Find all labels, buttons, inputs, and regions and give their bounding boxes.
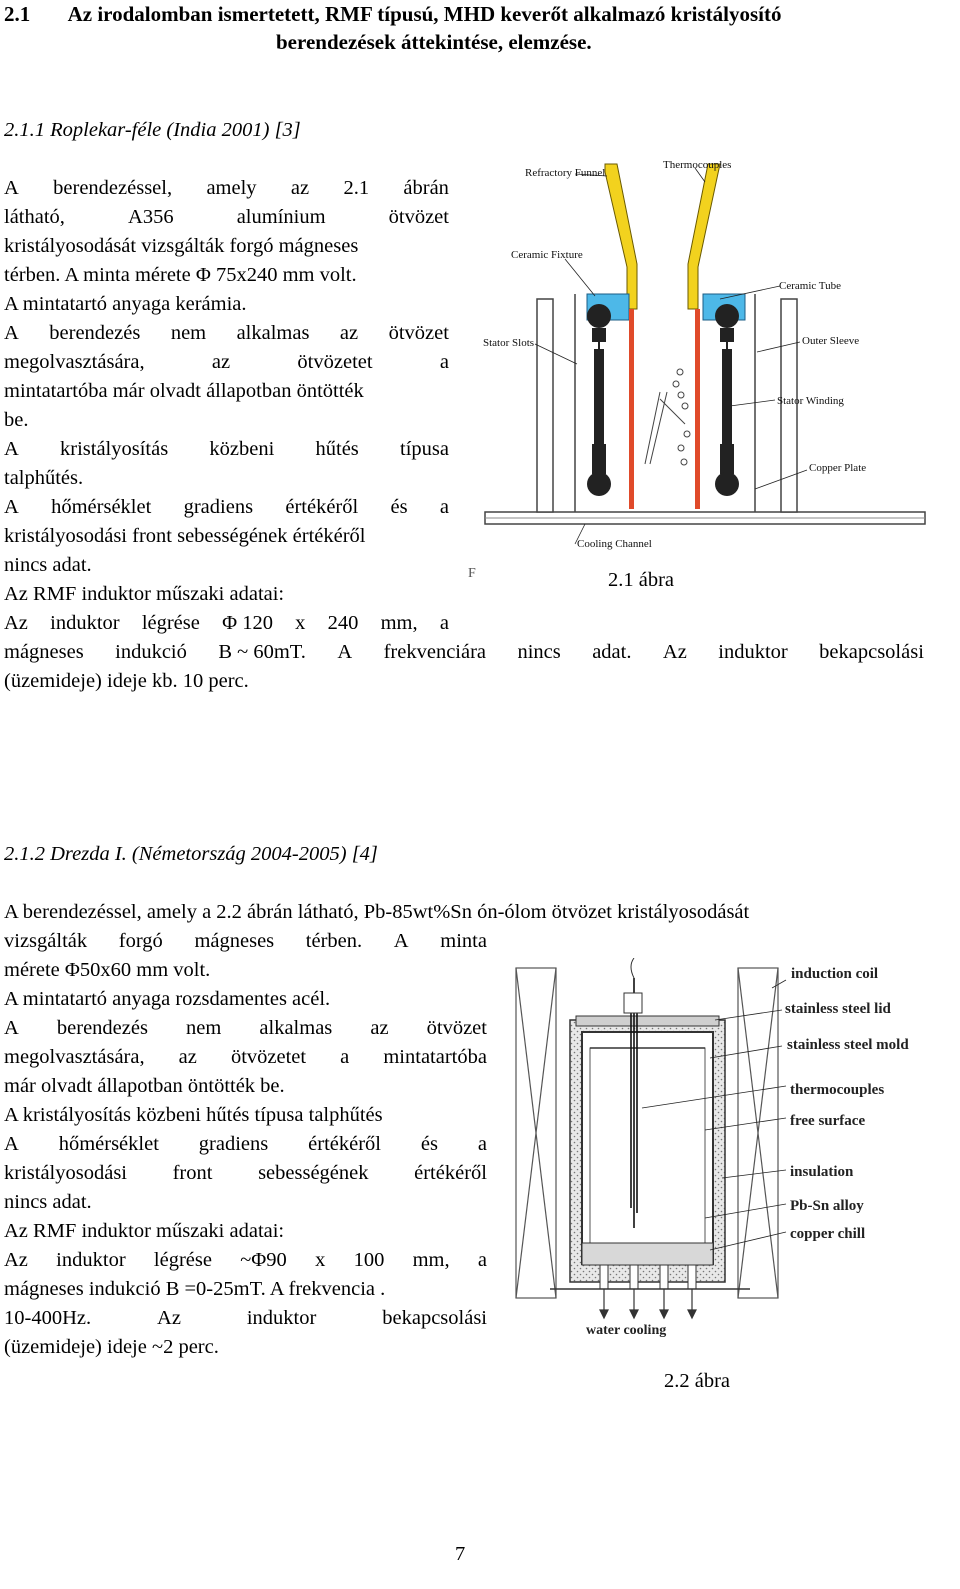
sub1-word: hőmérséklet [51,496,152,518]
sub2-word: már olvadt állapotban öntötték be. [4,1075,285,1097]
sub1-word: A356 [128,206,174,228]
sub2-line [4,1246,487,1275]
sub1-word: induktor [50,612,120,634]
sub2-word: 100 [353,1249,385,1271]
sub1-word: ötvözet [388,322,449,344]
sub2-word: mintatartóba [383,1046,487,1068]
sub1-line [4,551,92,580]
sub2-word: A [393,930,409,952]
sub1-line [4,580,284,609]
sub1-word: A [4,496,19,518]
sub2-word: megolvasztására, [4,1046,145,1068]
sub1-word: Az RMF induktor műszaki adatai: [4,583,285,605]
label-thermocouples-2-2: thermocouples [790,1082,885,1098]
sub2-line [4,1333,219,1362]
label-water-cooling: water cooling [586,1323,667,1338]
label-pb-sn-alloy: Pb-Sn alloy [790,1198,864,1214]
sub1-line [4,174,449,203]
sub1-word: az [339,322,359,344]
sub1-word: 240 [327,612,359,634]
sub2-word: induktor [56,1249,126,1271]
sub1-line [4,522,365,551]
sub2-word: mágneses [194,930,275,952]
sub1-word: talphűtés. [4,467,84,489]
sub1-word: alkalmas [236,322,310,344]
label-stainless-mold: stainless steel mold [787,1037,909,1053]
page-number: 7 [455,1543,466,1565]
label-stainless-lid: stainless steel lid [785,1001,891,1017]
sub1-word: A [4,177,19,199]
label-ceramic-fixture: Ceramic Fixture [511,249,583,261]
sub1-word: x [295,612,306,634]
sub1-full-line-2: (üzemideje) ideje kb. 10 perc. [4,670,249,692]
figure-2-1-caption: 2.1 ábra [608,569,675,591]
sub1-full-word: nincs [517,641,561,663]
sub2-word: mágneses indukció B =0-25mT. A frekvencia . [4,1278,386,1300]
sub1-word: be. [4,409,29,431]
sub2-word: és [420,1133,438,1155]
sub2-word: minta [440,930,487,952]
sub1-word: nem [170,322,207,344]
sub2-word: Az [157,1307,181,1329]
sub1-word: berendezés [49,322,141,344]
sub1-word: és [390,496,408,518]
sub2-word: értékéről [308,1133,381,1155]
sub1-word: mintatartóba már olvadt állapotban öntötték [4,380,364,402]
sub1-word: kristályosodását vizsgálták forgó mágneses [4,235,359,257]
sub1-full-word: Az [662,641,687,663]
sub1-word: a [439,351,449,373]
sub1-full-word: mágneses [4,641,84,663]
sub1-word: A [4,322,19,344]
section-number: 2.1 [4,2,31,26]
sub2-word: nem [186,1017,222,1039]
sub1-word: közbeni [209,438,275,460]
sub2-line [4,985,330,1014]
sub1-word: alumínium [236,206,326,228]
sub1-word: hűtés [315,438,359,460]
sub2-word: Az RMF induktor műszaki adatai: [4,1220,285,1242]
sub1-word: 2.1 [343,177,370,199]
sub1-word: amely [206,177,257,199]
sub1-word: mm, [380,612,418,634]
sub1-word: típusa [400,438,449,460]
sub1-full-word: bekapcsolási [819,641,924,663]
section-title-line1: Az irodalomban ismertetett, RMF típusú, MHD keverőt alkalmazó kristályosító [67,2,782,26]
sub2-word: (üzemideje) ideje ~2 perc. [4,1336,219,1358]
label-thermocouples-2-1: Thermocouples [663,159,732,171]
sub2-word: értékéről [414,1162,487,1184]
sub1-word: A mintatartó anyaga kerámia. [4,293,247,315]
sub2-word: A kristályosítás közbeni hűtés típusa talphűtés [4,1104,383,1126]
sub1-line [4,609,449,638]
figure-2-2-caption: 2.2 ábra [664,1370,731,1392]
sub1-word: értékéről [285,496,359,518]
sub1-line [4,261,357,290]
label-insulation: insulation [790,1164,854,1180]
sub1-full-word: induktor [718,641,788,663]
figure-2-2-diagram [510,958,946,1358]
label-induction-coil: induction coil [791,966,879,982]
sub1-full-word: B ~ 60mT. [218,641,306,663]
sub2-word: sebességének [258,1162,369,1184]
sub2-word: induktor [246,1307,317,1329]
sub2-line [4,927,487,956]
sub2-word: mérete Φ50x60 mm volt. [4,959,211,981]
sub1-line [4,435,449,464]
sub2-word: légrése [153,1249,212,1271]
sub1-word: légrése [141,612,200,634]
sub2-word: A mintatartó anyaga rozsdamentes acél. [4,988,331,1010]
label-ceramic-tube: Ceramic Tube [779,280,842,292]
sub1-line [4,290,247,319]
sub1-line [4,493,449,522]
sub2-word: 10-400Hz. [4,1307,92,1329]
label-copper-chill: copper chill [790,1226,866,1242]
sub2-line [4,1043,487,1072]
sub2-word: az [370,1017,389,1039]
sub1-word: nincs adat. [4,554,92,576]
sub2-line [4,1275,385,1304]
sub1-word: ötvözet [388,206,449,228]
sub1-full-word: A [337,641,353,663]
sub1-word: gradiens [183,496,254,518]
sub1-word: kristályosítás [60,438,169,460]
sub2-word: mm, [412,1249,450,1271]
sub2-word: alkalmas [259,1017,333,1039]
sub1-full-line-1 [4,638,924,667]
sub2-word: kristályosodási [4,1162,127,1184]
sub1-line [4,232,358,261]
sub2-word: nincs adat. [4,1191,92,1213]
sub1-line [4,348,449,377]
sub1-word: térben. A minta mérete Φ 75x240 mm volt. [4,264,357,286]
sub2-line [4,1072,285,1101]
sub2-word: az [178,1046,197,1068]
subsection-heading-1: 2.1.1 Roplekar-féle (India 2001) [3] [4,119,301,141]
sub1-line [4,319,449,348]
sub2-word: ötvözetet [230,1046,307,1068]
label-copper-plate: Copper Plate [809,462,867,474]
sub2-word: térben. [305,930,363,952]
sub1-word: látható, [4,206,65,228]
label-free-surface: free surface [790,1113,866,1129]
sub2-word: a [340,1046,350,1068]
sub1-line [4,203,449,232]
figure-2-1 [455,144,955,574]
label-outer-sleeve: Outer Sleeve [802,335,860,347]
sub1-line [4,406,28,435]
sub2-word: a [477,1249,487,1271]
sub2-word: x [315,1249,326,1271]
subsection-heading-2: 2.1.2 Drezda I. (Németország 2004-2005) [4] [4,843,378,865]
sub2-word: gradiens [198,1133,269,1155]
sub2-word: a [477,1133,487,1155]
section-title-line2: berendezések áttekintése, elemzése. [276,30,592,54]
sub1-word: kristályosodási front sebességének értékéről [4,525,366,547]
label-stator-slots: Stator Slots [483,337,535,349]
sub1-word: A [4,438,19,460]
sub2-line [4,1159,487,1188]
sub2-word: A [4,1133,19,1155]
sub2-line [4,1304,487,1333]
sub2-line [4,956,210,985]
label-cooling-channel: Cooling Channel [577,538,652,550]
sub2-word: vizsgálták [4,930,88,952]
section-heading [4,0,954,28]
sub1-word: ábrán [403,177,449,199]
sub2-word: A [4,1017,19,1039]
sub1-full-word: frekvenciára [383,641,487,663]
figure-2-1-stray-letter: F [468,566,476,581]
sub2-line [4,1188,92,1217]
figure-2-2 [510,958,946,1358]
sub1-word: az [211,351,231,373]
sub1-word: a [439,612,449,634]
sub2-word: hőmérséklet [58,1133,159,1155]
sub2-line [4,1014,487,1043]
sub1-word: Φ 120 [222,612,273,634]
sub2-line [4,1130,487,1159]
sub1-word: az [290,177,310,199]
sub1-word: Az [4,612,28,634]
figure-2-1-diagram [455,144,955,574]
sub2-line [4,1217,284,1246]
label-stator-winding: Stator Winding [777,395,844,407]
sub1-word: berendezéssel, [53,177,173,199]
sub1-word: megolvasztására, [4,351,145,373]
sub2-word: berendezés [56,1017,148,1039]
sub2-word: ötvözet [426,1017,487,1039]
label-refractory-funnel: Refractory Funnel [525,167,606,179]
sub1-full-word: indukció [115,641,187,663]
sub2-word: forgó [118,930,163,952]
sub2-word: Az [4,1249,28,1271]
sub1-line [4,464,83,493]
sub2-word: bekapcsolási [382,1307,487,1329]
sub2-word: ~Φ90 [240,1249,287,1271]
sub2-line [4,1101,383,1130]
sub2-word: front [172,1162,213,1184]
sub2-full-line-1: A berendezéssel, amely a 2.2 ábrán látható, Pb-85wt%Sn ón-ólom ötvözet kristályosodását [4,901,750,923]
sub1-word: ötvözetet [297,351,373,373]
sub1-line [4,377,364,406]
sub1-word: a [439,496,449,518]
sub1-full-word: adat. [592,641,632,663]
